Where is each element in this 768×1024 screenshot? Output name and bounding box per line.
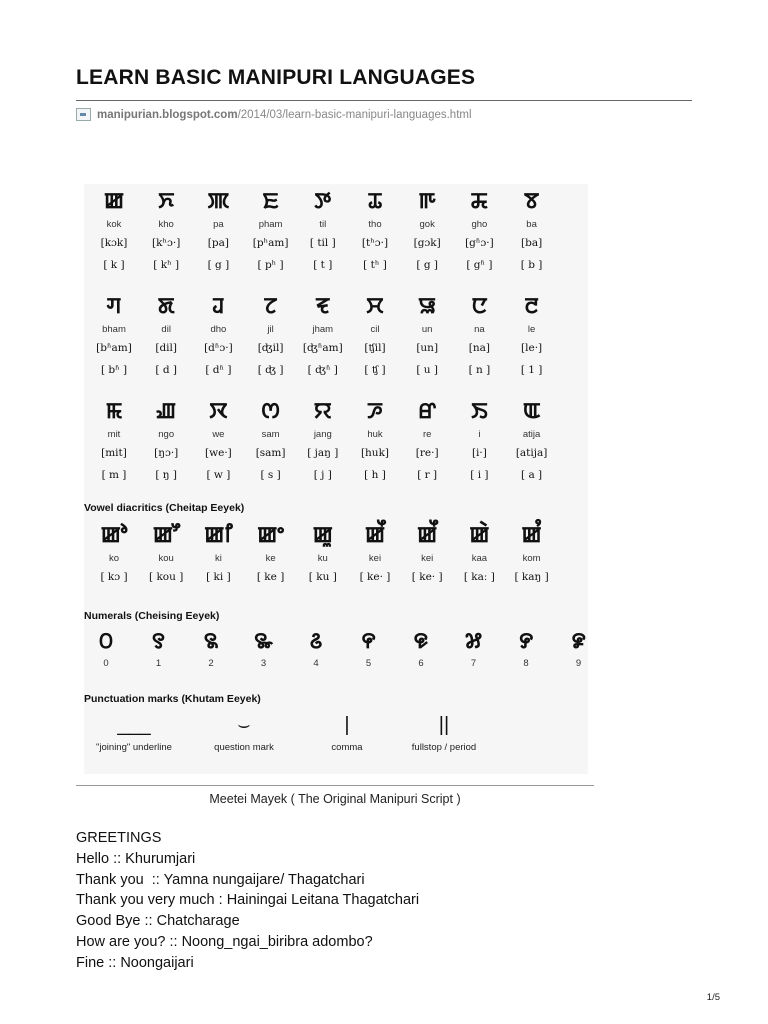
letter-name: un — [421, 324, 433, 335]
numeral-cell — [191, 628, 231, 669]
punctuation-label: comma — [331, 742, 363, 753]
greetings-section — [76, 828, 419, 974]
letter-ipa: [ŋɔ·] — [154, 447, 179, 459]
vowel-phoneme: [ ke· ] — [411, 571, 443, 583]
letter-cell — [192, 398, 244, 483]
letter-phoneme: [ k ] — [103, 259, 125, 271]
vowel-base: ꯀ — [417, 523, 438, 548]
vowel-phoneme: [ kɔ ] — [100, 571, 128, 583]
letter-phoneme: [ gʱ ] — [466, 259, 493, 271]
greeting-line: Fine :: Noongaijari — [76, 954, 194, 971]
vowel-phoneme: [ ke· ] — [359, 571, 391, 583]
letter-cell — [140, 398, 192, 483]
vowel-phoneme: [ kaŋ ] — [514, 571, 549, 583]
page-title: LEARN BASIC MANIPURI LANGUAGES — [76, 66, 476, 89]
letter-phoneme: [ w ] — [206, 469, 231, 481]
letter-name: ngo — [158, 429, 175, 440]
numeral-cell — [559, 628, 599, 669]
url-domain[interactable]: manipurian.blogspot.com — [97, 108, 238, 121]
vowel-name: ko — [108, 553, 120, 564]
numeral-glyph: ꯱ — [152, 629, 165, 654]
letter-phoneme: [ pʰ ] — [257, 259, 284, 271]
letter-glyph: ꯃ — [105, 399, 123, 424]
vowel-base: ꯀ — [521, 523, 542, 548]
vowel-name: kou — [158, 553, 174, 564]
vowel-phoneme: [ ki ] — [206, 571, 231, 583]
letter-name: bham — [102, 324, 126, 335]
numeral-cell — [86, 628, 126, 669]
letter-phoneme: [ t ] — [313, 259, 333, 271]
greeting-line: Thank you :: Yamna nungaijare/ Thagatchari — [76, 871, 365, 888]
letter-cell — [506, 188, 558, 273]
vowel-base: ꯀ — [312, 523, 333, 548]
letter-name: huk — [367, 429, 383, 440]
link-icon — [76, 108, 91, 121]
numeral-label: 7 — [470, 658, 477, 669]
numeral-glyph: ꯸ — [518, 629, 534, 654]
vowel-name: ke — [265, 553, 276, 564]
letter-phoneme: [ g ] — [207, 259, 230, 271]
vowel-name: kei — [368, 553, 382, 564]
letter-cell — [88, 398, 140, 483]
letter-glyph: ꯊ — [367, 189, 383, 214]
vowel-cell — [401, 522, 453, 585]
letter-cell — [453, 188, 505, 273]
letter-name: we — [212, 429, 225, 440]
numeral-cell — [401, 628, 441, 669]
numeral-label: 8 — [523, 658, 529, 669]
letter-ipa: [le·] — [521, 342, 543, 354]
letter-phoneme: [ m ] — [101, 469, 127, 481]
letter-phoneme: [ n ] — [468, 364, 491, 376]
punctuation-mark: | — [344, 714, 350, 736]
vowel-name: ki — [214, 553, 222, 564]
letter-cell — [453, 293, 505, 378]
letter-glyph: ꯙ — [212, 294, 225, 319]
letter-name: atija — [522, 429, 541, 440]
letter-name: gho — [471, 219, 488, 230]
letter-name: jang — [313, 429, 332, 440]
numeral-glyph: ꯳ — [254, 629, 273, 654]
vowel-name: ku — [317, 553, 328, 564]
vowel-glyph — [506, 522, 558, 550]
letter-name: mit — [107, 429, 121, 440]
letter-name: pa — [213, 219, 224, 230]
letter-cell — [506, 398, 558, 483]
letter-phoneme: [ u ] — [416, 364, 438, 376]
letter-phoneme: [ a ] — [521, 469, 543, 481]
letter-glyph: ꯀ — [103, 189, 125, 214]
letter-glyph: ꯒ — [418, 189, 436, 214]
letter-glyph: ꯌ — [313, 399, 332, 424]
letter-ipa: [tʰɔ·] — [361, 237, 389, 249]
letter-glyph: ꯎ — [418, 294, 437, 319]
numeral-cell — [349, 628, 389, 669]
punctuation-cell — [312, 712, 382, 753]
letter-ipa: [ til ] — [309, 237, 336, 249]
letter-phoneme: [ ŋ ] — [155, 469, 177, 481]
figure-caption: Meetei Mayek ( The Original Manipuri Script ) — [209, 792, 461, 806]
greetings-heading: GREETINGS — [76, 830, 162, 846]
letter-phoneme: [ b ] — [520, 259, 543, 271]
letter-glyph: ꯔ — [418, 399, 437, 424]
numeral-label: 5 — [365, 658, 372, 669]
letter-glyph: ꯈ — [158, 189, 175, 214]
letter-glyph: ꯁ — [261, 399, 280, 424]
numerals-heading: Numerals (Cheising Eeyek) — [84, 610, 220, 622]
letter-glyph: ꯇ — [314, 189, 332, 214]
letter-glyph: ꯋ — [209, 399, 228, 424]
letter-cell — [192, 293, 244, 378]
vowel-name: kom — [522, 553, 541, 564]
vowel-base: ꯀ — [100, 523, 128, 548]
letter-name: til — [319, 219, 327, 230]
letter-glyph: ꯑ — [522, 399, 541, 424]
numeral-cell — [244, 628, 284, 669]
letter-cell — [349, 293, 401, 378]
letter-name: jil — [267, 324, 274, 335]
letter-cell — [88, 188, 140, 273]
letter-phoneme: [ h ] — [364, 469, 386, 481]
letter-glyph: ꯂ — [524, 294, 539, 319]
letter-glyph: ꯏ — [471, 399, 488, 424]
greeting-line: Thank you very much : Hainingai Leitana Thagatchari — [76, 892, 420, 909]
letter-ipa: [dil] — [155, 342, 177, 354]
letter-glyph: ꯍ — [367, 399, 383, 424]
letter-cell — [297, 293, 349, 378]
letter-name: kok — [106, 219, 122, 230]
letter-name: gok — [419, 219, 435, 230]
punctuation-heading: Punctuation marks (Khutam Eeyek) — [84, 693, 261, 705]
vowel-base: ꯀ — [204, 523, 233, 548]
numeral-label: 4 — [313, 658, 319, 669]
letter-phoneme: [ ʤ ] — [257, 364, 284, 376]
letter-ipa: [huk] — [360, 447, 390, 459]
letter-ipa: [dʱɔ·] — [204, 342, 233, 354]
letter-name: kho — [158, 219, 174, 230]
vowel-glyph — [453, 522, 505, 550]
numeral-label: 6 — [418, 658, 424, 669]
numeral-glyph: ꯲ — [203, 629, 219, 654]
letter-phoneme: [ r ] — [417, 469, 438, 481]
greeting-line: Good Bye :: Chatcharage — [76, 913, 240, 930]
vowel-glyph — [88, 522, 140, 550]
punctuation-mark: || — [438, 714, 450, 736]
letter-cell — [453, 398, 505, 483]
letter-ipa: [un] — [416, 342, 439, 354]
letter-phoneme: [ ʤʱ ] — [307, 364, 338, 376]
letter-cell — [297, 188, 349, 273]
numeral-glyph: ꯴ — [309, 629, 323, 654]
letter-glyph: ꯄ — [207, 189, 230, 214]
vowel-glyph — [297, 522, 349, 550]
letter-ipa: [re·] — [415, 447, 439, 459]
letter-ipa: [ʤil] — [257, 342, 284, 354]
letter-cell — [506, 293, 558, 378]
punctuation-mark: ⌣ — [237, 714, 251, 736]
punctuation-cell — [394, 712, 494, 753]
letter-ipa: [bʱam] — [96, 342, 132, 354]
letter-phoneme: [ 1 ] — [520, 364, 543, 376]
letter-ipa: [na] — [468, 342, 490, 354]
title-divider — [76, 100, 692, 101]
letter-name: jham — [312, 324, 334, 335]
letter-ipa: [ba] — [521, 237, 543, 249]
letter-phoneme: [ s ] — [260, 469, 281, 481]
letter-ipa: [we·] — [205, 447, 232, 459]
letter-glyph: ꯉ — [156, 399, 177, 424]
letter-cell — [245, 188, 297, 273]
caption-divider — [76, 785, 594, 786]
greeting-line: How are you? :: Noong_ngai_biribra adombo? — [76, 933, 373, 950]
letter-ipa: [pʰam] — [252, 237, 289, 249]
letter-phoneme: [ kʰ ] — [153, 259, 180, 271]
vowel-cell — [349, 522, 401, 585]
letter-cell — [88, 293, 140, 378]
vowel-glyph — [245, 522, 297, 550]
numeral-cell — [454, 628, 494, 669]
punctuation-label: question mark — [214, 742, 274, 753]
vowel-cell — [88, 522, 140, 585]
letter-name: dil — [161, 324, 171, 335]
vowel-glyph — [192, 522, 244, 550]
numeral-glyph: ꯵ — [361, 629, 376, 654]
letter-name: sam — [261, 429, 280, 440]
letter-phoneme: [ d ] — [155, 364, 177, 376]
vowel-heading: Vowel diacritics (Cheitap Eeyek) — [84, 502, 245, 514]
numeral-label: 0 — [103, 658, 109, 669]
letter-cell — [297, 398, 349, 483]
letter-phoneme: [ dʱ ] — [205, 364, 232, 376]
letter-ipa: [gɔk] — [413, 237, 441, 249]
letter-cell — [349, 398, 401, 483]
letter-glyph: ꯅ — [471, 294, 488, 319]
vowel-phoneme: [ kou ] — [149, 571, 184, 583]
letter-cell — [140, 293, 192, 378]
letter-ipa: [gʱɔ·] — [465, 237, 494, 249]
vowel-glyph — [349, 522, 401, 550]
letter-ipa: [ʧil] — [364, 342, 386, 354]
letter-glyph: ꯕ — [524, 189, 540, 214]
letter-cell — [245, 293, 297, 378]
numeral-label: 1 — [155, 658, 162, 669]
letter-name: pham — [258, 219, 283, 230]
letter-glyph: ꯆ — [366, 294, 384, 319]
letter-cell — [140, 188, 192, 273]
numeral-glyph: ꯷ — [465, 629, 482, 654]
letter-ipa: [sam] — [255, 447, 286, 459]
letter-name: dho — [210, 324, 227, 335]
letter-glyph: ꯐ — [262, 189, 279, 214]
numeral-glyph: ꯹ — [571, 629, 586, 654]
numeral-label: 2 — [208, 658, 214, 669]
punctuation-mark: ___ — [117, 714, 151, 736]
letter-ipa: [pa] — [207, 237, 229, 249]
letter-name: na — [474, 324, 485, 335]
letter-cell — [192, 188, 244, 273]
letter-ipa: [mit] — [101, 447, 127, 459]
letter-phoneme: [ ʧ ] — [364, 364, 386, 376]
vowel-cell — [297, 522, 349, 585]
letter-name: cil — [370, 324, 380, 335]
letter-ipa: [ʤʱam] — [302, 342, 343, 354]
numeral-cell — [506, 628, 546, 669]
letter-cell — [245, 398, 297, 483]
numeral-cell — [296, 628, 336, 669]
letter-glyph: ꯓ — [315, 294, 330, 319]
letter-cell — [401, 188, 453, 273]
letter-ipa: [i·] — [471, 447, 487, 459]
punctuation-label: "joining" underline — [96, 742, 172, 753]
numeral-label: 3 — [260, 658, 267, 669]
vowel-phoneme: [ ku ] — [308, 571, 337, 583]
letter-name: re — [422, 429, 432, 440]
letter-phoneme: [ bʱ ] — [100, 364, 128, 376]
url-path[interactable]: /2014/03/learn-basic-manipuri-languages.html — [237, 108, 472, 121]
letter-glyph: ꯗ — [157, 294, 175, 319]
letter-glyph: ꯘ — [470, 189, 488, 214]
vowel-cell — [192, 522, 244, 585]
letter-name: tho — [368, 219, 382, 230]
vowel-base: ꯀ — [364, 523, 386, 548]
letter-cell — [401, 293, 453, 378]
vowel-cell — [506, 522, 558, 585]
letter-cell — [401, 398, 453, 483]
page-number: 1/5 — [706, 992, 720, 1003]
letter-ipa: [kʰɔ·] — [152, 237, 181, 249]
numeral-glyph: ꯶ — [413, 629, 429, 654]
numeral-glyph: ꯰ — [98, 629, 114, 654]
letter-ipa: [atija] — [515, 447, 548, 459]
vowel-glyph — [140, 522, 192, 550]
vowel-base: ꯀ — [257, 523, 285, 548]
source-link[interactable] — [76, 108, 472, 121]
letter-name: i — [478, 429, 481, 440]
vowel-base: ꯀ — [469, 523, 490, 548]
vowel-phoneme: [ kaː ] — [463, 571, 495, 583]
vowel-base: ꯀ — [152, 523, 180, 548]
greeting-line: Hello :: Khurumjari — [76, 850, 196, 867]
letter-name: le — [527, 324, 536, 335]
punctuation-label: fullstop / period — [411, 742, 477, 753]
letter-glyph: ꯖ — [263, 294, 278, 319]
vowel-name: kei — [421, 553, 434, 564]
vowel-phoneme: [ ke ] — [256, 571, 285, 583]
meetei-mayek-chart — [84, 184, 588, 774]
letter-phoneme: [ tʰ ] — [363, 259, 387, 271]
vowel-name: kaa — [471, 553, 488, 564]
punctuation-cell — [194, 712, 294, 753]
numeral-cell — [139, 628, 179, 669]
letter-ipa: [ jaŋ ] — [307, 447, 339, 459]
vowel-cell — [245, 522, 297, 585]
vowel-glyph — [401, 522, 453, 550]
letter-phoneme: [ i ] — [470, 469, 489, 481]
letter-phoneme: [ j ] — [313, 469, 332, 481]
numeral-label: 9 — [575, 658, 582, 669]
letter-cell — [349, 188, 401, 273]
letter-name: ba — [526, 219, 537, 230]
letter-glyph: ꯚ — [106, 294, 122, 319]
punctuation-cell — [84, 712, 184, 753]
vowel-cell — [140, 522, 192, 585]
letter-ipa: [kɔk] — [100, 237, 128, 249]
letter-phoneme: [ g ] — [416, 259, 438, 271]
vowel-cell — [453, 522, 505, 585]
